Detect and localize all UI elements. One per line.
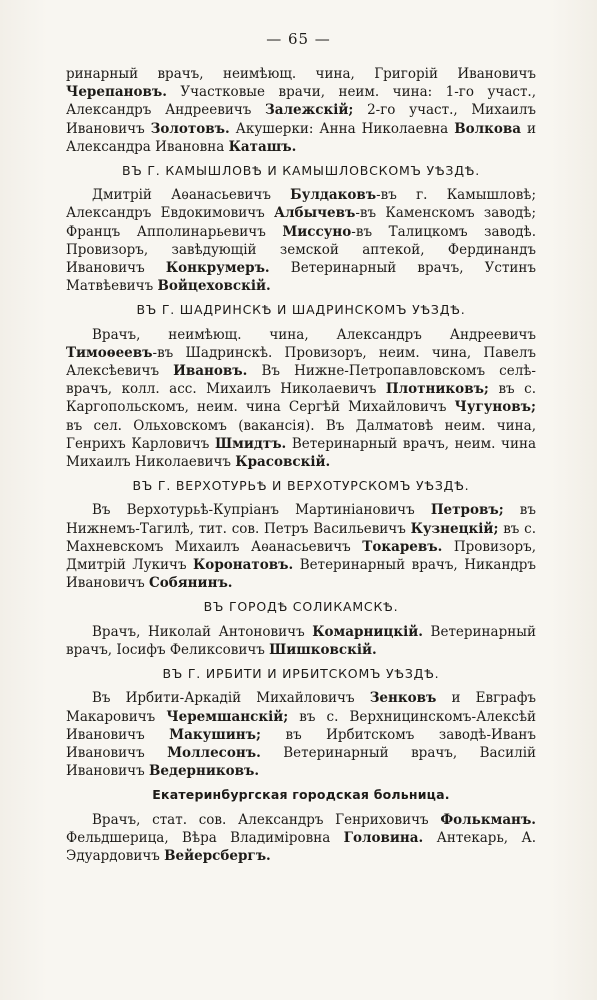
entry-paragraph <box>66 65 536 156</box>
entry-paragraph <box>66 811 536 866</box>
text-run: Ветеринарный врачъ, Никандръ Ивановичъ <box>66 557 536 592</box>
person-surname: Залежскій; <box>265 102 354 119</box>
text-run: въ с. Верхницинскомъ-Алексѣй Ивановичъ <box>66 708 536 743</box>
person-surname: Булдаковъ <box>290 187 377 204</box>
entry-paragraph <box>66 186 536 295</box>
text-run: ринарный врачъ, неимѣющ. чина, Григорій Ивановичъ <box>66 66 536 82</box>
person-surname: Коронатовъ. <box>193 557 294 574</box>
person-surname: Комарницкій. <box>312 623 423 640</box>
section-heading: ВЪ ГОРОДѢ СОЛИКАМСКѢ. <box>203 599 399 615</box>
person-surname: Каташъ. <box>228 138 297 155</box>
text-run: въ с. Каргопольскомъ, неим. чина Сергѣй Михайловичъ <box>66 381 537 416</box>
section-heading: ВЪ Г. ИРБИТИ И ИРБИТСКОМЪ УѢЗДѢ. <box>162 666 440 682</box>
person-surname: Тимоѳеевъ <box>66 344 153 361</box>
person-surname: Красовскій. <box>235 454 331 471</box>
person-surname: Макушинъ; <box>169 726 261 743</box>
page-number: — 65 — <box>266 30 331 48</box>
person-surname: Конкрумеръ. <box>165 260 270 277</box>
person-surname: Моллесонъ. <box>167 744 261 761</box>
entry-paragraph <box>66 623 536 659</box>
person-surname: Золотовъ. <box>150 120 230 137</box>
person-surname: Собянинъ. <box>148 575 233 592</box>
text-run: Въ Нижне-Петропавловскомъ селѣ-врачъ, колл. асс. Михаилъ Николаевичъ <box>66 363 536 398</box>
person-surname: Вейерсбергъ. <box>164 847 271 864</box>
page-body <box>66 65 536 865</box>
text-run: и Александра Ивановна <box>66 120 536 155</box>
text-run: Въ Верхотурьѣ-Купріанъ Мартиніановичъ <box>92 502 431 519</box>
text-run: въ Ирбитскомъ заводѣ-Иванъ Ивановичъ <box>66 726 537 761</box>
text-run: 2-го участ., Михаилъ Ивановичъ <box>66 102 536 137</box>
person-surname: Чугуновъ; <box>454 399 536 416</box>
person-surname: Кузнецкій; <box>410 520 499 537</box>
person-surname: Черемшанскій; <box>166 708 289 725</box>
text-run: Врачъ, Николай Антоновичъ <box>92 623 313 640</box>
person-surname: Ивановъ. <box>173 363 248 380</box>
text-run: Фельдшерица, Вѣра Владиміровна <box>66 829 344 846</box>
entry-paragraph <box>66 326 536 472</box>
person-surname: Шишковскій. <box>269 641 377 658</box>
text-run: -въ Шадринскѣ. Провизоръ, неим. чина, Павелъ Алексѣевичъ <box>66 344 536 380</box>
text-run: въ Нижнемъ-Тагилѣ, тит. сов. Петръ Васильевичъ <box>66 502 536 537</box>
text-run: Ветеринарный врачъ, Устинъ Матвѣевичъ <box>66 260 537 295</box>
person-surname: Плотниковъ; <box>385 381 489 398</box>
person-surname: Миссуно <box>282 223 352 240</box>
text-run: Врачъ, стат. сов. Александръ Генриховичъ <box>92 811 441 828</box>
text-run: Въ Ирбити-Аркадій Михайловичъ <box>92 690 370 707</box>
person-surname: Черепановъ. <box>66 84 167 101</box>
person-surname: Албычевъ <box>274 205 356 222</box>
text-run: Дмитрій Аѳанасьевичъ <box>92 187 291 204</box>
person-surname: Головина. <box>343 829 424 846</box>
person-surname: Ведерниковъ. <box>148 763 260 780</box>
section-heading: ВЪ Г. ВЕРХОТУРЬѢ И ВЕРХОТУРСКОМЪ УѢЗДѢ. <box>132 478 470 494</box>
text-run: въ сел. Ольховскомъ (вакансія). Въ Далматовѣ неим. чина, Генрихъ Карловичъ <box>66 417 536 452</box>
person-surname: Шмидтъ. <box>214 435 287 452</box>
section-heading: ВЪ Г. ШАДРИНСКѢ И ШАДРИНСКОМЪ УѢЗДѢ. <box>136 302 466 318</box>
text-run: Акушерки: Анна Николаевна <box>229 120 455 137</box>
entry-paragraph <box>66 689 536 780</box>
text-run: Участковые врачи, неим. чина: 1-го участ., Александръ Андреевичъ <box>66 84 536 119</box>
text-run: и Евграфъ Макаровичъ <box>66 690 536 725</box>
text-run: Врачъ, неимѣющ. чина, Александръ Андреевичъ <box>92 326 536 343</box>
text-run: Провизоръ, Дмитрій Лукичъ <box>66 538 536 574</box>
person-surname: Петровъ; <box>430 502 504 519</box>
person-surname: Токаревъ. <box>362 538 443 555</box>
text-run: -въ г. Камышловѣ; Александръ Евдокимовичъ <box>66 187 536 222</box>
text-run: -въ Талицкомъ заводѣ. Провизоръ, завѣдующій земской аптекой, Фердинандъ Ивановичъ <box>66 223 536 277</box>
text-run: Ветеринарный врачъ, неим. чина Михаилъ Николаевичъ <box>66 435 536 471</box>
person-surname: Фолькманъ. <box>440 811 536 828</box>
text-run: Ветеринарный врачъ, Іосифъ Феликсовичъ <box>66 623 536 658</box>
person-surname: Волкова <box>454 120 522 137</box>
section-heading: ВЪ Г. КАМЫШЛОВѢ И КАМЫШЛОВСКОМЪ УѢЗДѢ. <box>122 163 480 179</box>
text-run: Ветеринарный врачъ, Василій Ивановичъ <box>66 744 537 780</box>
text-run: -въ Каменскомъ заводѣ; Францъ Апполинарьевичъ <box>66 205 536 240</box>
person-surname: Зенковъ <box>369 690 437 707</box>
text-run: въ с. Махневскомъ Михаилъ Аѳанасьевичъ <box>66 520 536 555</box>
entry-paragraph <box>66 501 536 592</box>
person-surname: Войцеховскій. <box>157 278 271 295</box>
text-run: Антекарь, А. Эдуардовичъ <box>66 829 537 864</box>
section-heading: Екатеринбургская городская больница. <box>152 787 450 803</box>
